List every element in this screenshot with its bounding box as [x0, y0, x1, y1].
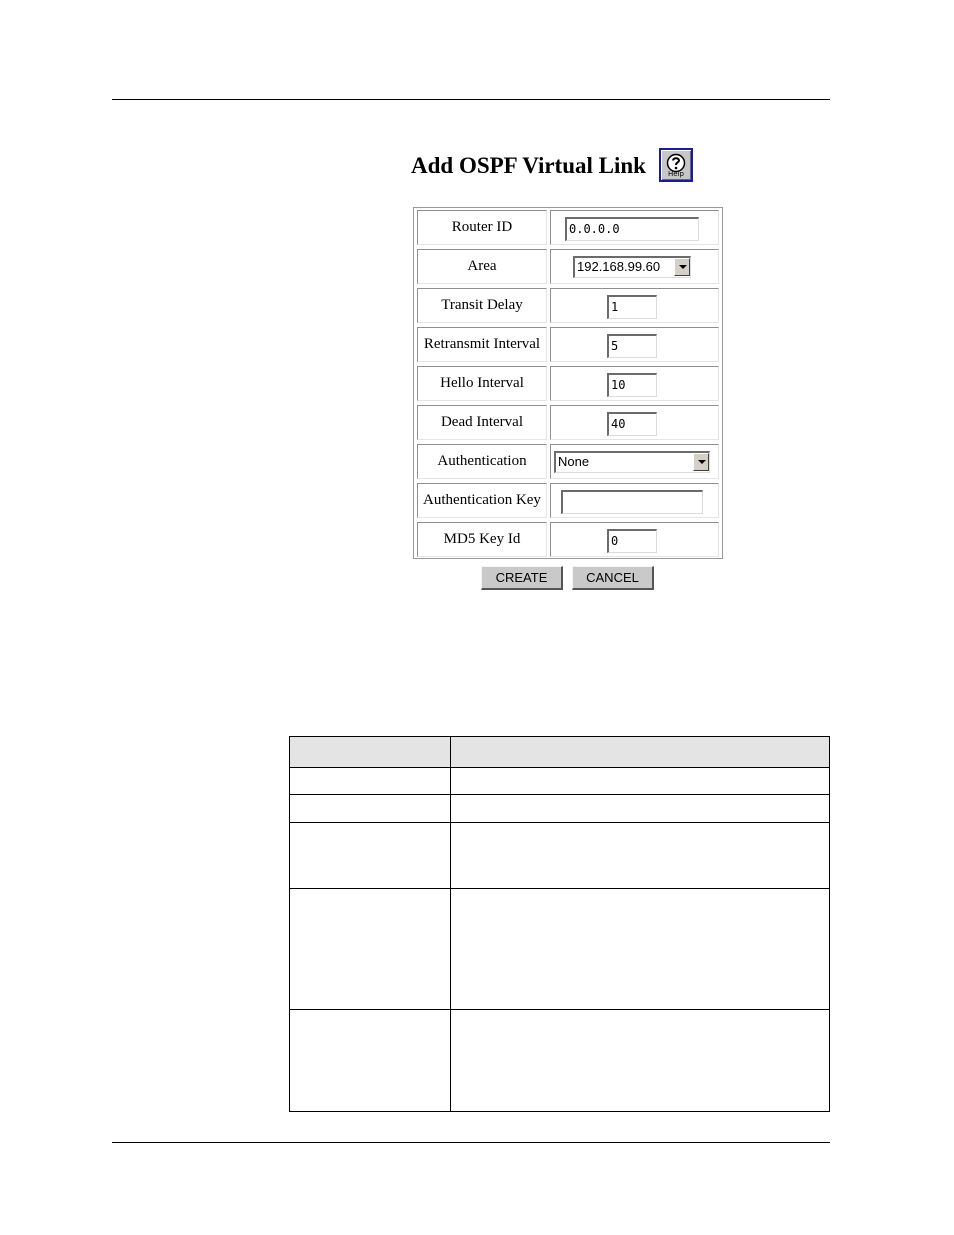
md5-key-id-label: MD5 Key Id — [417, 522, 547, 557]
router-id-input[interactable]: 0.0.0.0 — [565, 217, 699, 241]
table-row — [290, 888, 829, 1009]
authentication-key-label: Authentication Key — [417, 483, 547, 518]
table-cell — [450, 889, 829, 1009]
md5-key-id-input[interactable]: 0 — [607, 529, 657, 553]
table-cell — [450, 823, 829, 888]
form-row-authentication-key — [417, 483, 719, 518]
table-row — [290, 794, 829, 822]
chevron-down-icon[interactable] — [693, 453, 709, 471]
table-cell — [290, 737, 450, 767]
authentication-label: Authentication — [417, 444, 547, 479]
retransmit-interval-input[interactable]: 5 — [607, 334, 657, 358]
table-cell — [290, 795, 450, 822]
form-row-transit-delay — [417, 288, 719, 323]
table-row — [290, 767, 829, 794]
parameter-description-table — [289, 736, 830, 1112]
table-row — [290, 1009, 829, 1111]
form-row-area — [417, 249, 719, 284]
form-row-retransmit-interval — [417, 327, 719, 362]
table-cell — [450, 768, 829, 794]
dead-interval-input[interactable]: 40 — [607, 412, 657, 436]
footer-rule — [112, 1142, 830, 1143]
area-label: Area — [417, 249, 547, 284]
table-cell — [290, 768, 450, 794]
area-select-value: 192.168.99.60 — [577, 259, 661, 274]
help-button[interactable] — [659, 148, 693, 182]
ospf-virtual-link-form — [413, 207, 723, 559]
create-button[interactable]: CREATE — [481, 566, 563, 590]
router-id-label: Router ID — [417, 210, 547, 245]
authentication-select-value: None — [558, 454, 590, 469]
authentication-key-input[interactable] — [561, 490, 703, 514]
hello-interval-label: Hello Interval — [417, 366, 547, 401]
page-title: Add OSPF Virtual Link — [411, 152, 646, 178]
table-cell — [450, 795, 829, 822]
dialog-header — [411, 148, 693, 182]
header-rule — [112, 99, 830, 100]
table-header-row — [290, 737, 829, 767]
form-row-md5-key-id — [417, 522, 719, 557]
table-row — [290, 822, 829, 888]
form-row-hello-interval — [417, 366, 719, 401]
table-cell — [290, 1010, 450, 1111]
area-select[interactable] — [573, 256, 691, 278]
table-cell — [450, 737, 829, 767]
help-label: Help — [667, 170, 684, 178]
hello-interval-input[interactable]: 10 — [607, 373, 657, 397]
form-row-authentication — [417, 444, 719, 479]
table-cell — [290, 889, 450, 1009]
cancel-button[interactable]: CANCEL — [572, 566, 654, 590]
authentication-select[interactable] — [554, 451, 710, 473]
chevron-down-icon[interactable] — [674, 258, 690, 276]
form-row-dead-interval — [417, 405, 719, 440]
table-cell — [290, 823, 450, 888]
transit-delay-label: Transit Delay — [417, 288, 547, 323]
dead-interval-label: Dead Interval — [417, 405, 547, 440]
form-row-router-id — [417, 210, 719, 245]
retransmit-interval-label: Retransmit Interval — [417, 327, 547, 362]
table-cell — [450, 1010, 829, 1111]
transit-delay-input[interactable]: 1 — [607, 295, 657, 319]
